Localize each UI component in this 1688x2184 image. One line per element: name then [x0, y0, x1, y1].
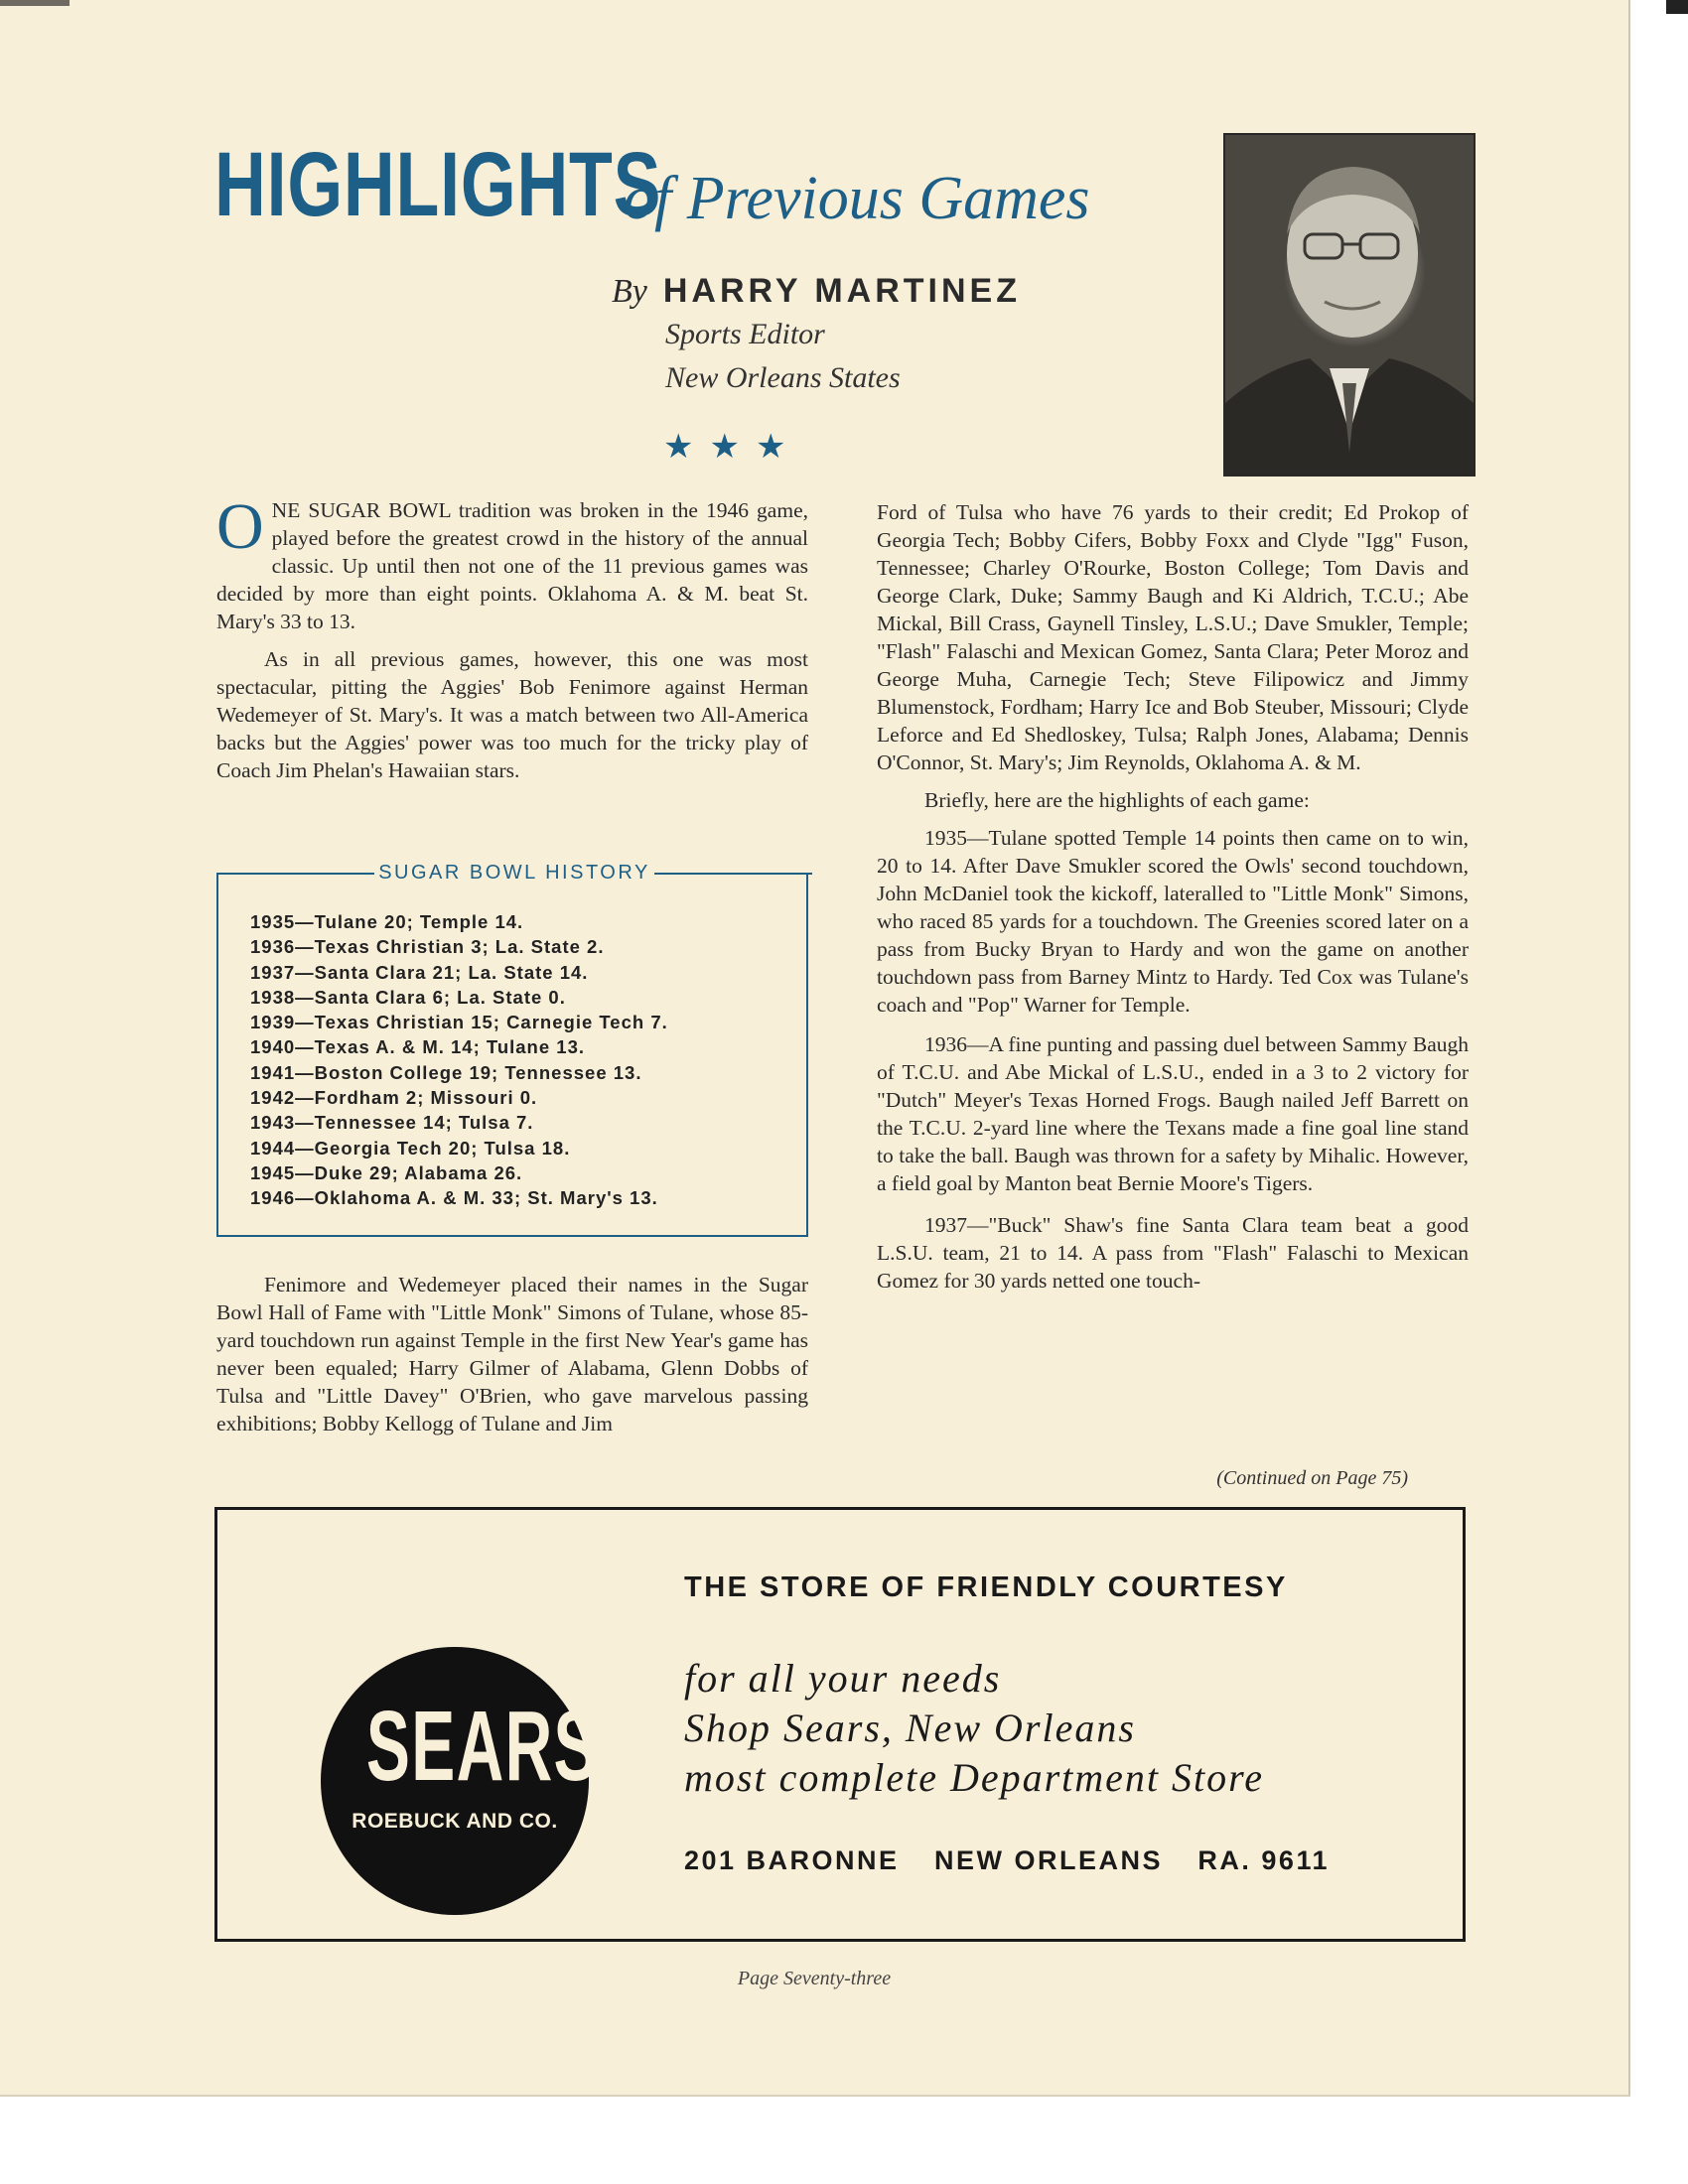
history-item: 1935—Tulane 20; Temple 14. [250, 911, 524, 932]
byline-by: By [612, 273, 647, 310]
history-item: 1939—Texas Christian 15; Carnegie Tech 7. [250, 1012, 668, 1033]
drop-cap: O [216, 490, 264, 563]
article-subtitle: of Previous Games [624, 165, 1090, 232]
history-item: 1938—Santa Clara 6; La. State 0. [250, 986, 566, 1008]
history-item: 1941—Boston College 19; Tennessee 13. [250, 1061, 642, 1083]
article-paragraph: Briefly, here are the highlights of each game: [924, 788, 1310, 812]
logo-name: SEARS [365, 1691, 599, 1802]
sugar-bowl-history-box [216, 862, 808, 1237]
history-item: 1944—Georgia Tech 20; Tulsa 18. [250, 1137, 571, 1159]
stars-ornament: ★★★ [663, 429, 802, 466]
article-right-column [877, 498, 1469, 1295]
ad-tagline-3: most complete Department Store [684, 1755, 1264, 1800]
ad-tagline-2: Shop Sears, New Orleans [684, 1706, 1136, 1750]
history-item: 1946—Oklahoma A. & M. 33; St. Mary's 13. [250, 1187, 658, 1209]
author-photo [1223, 133, 1476, 477]
article-title: HIGHLIGHTS [214, 134, 662, 235]
article-paragraph: Ford of Tulsa who have 76 yards to their credit; Ed Prokop of Georgia Tech; Bobby Cifers, Bobby Foxx and Clyde "Igg" Fuson, Tennessee; Charley O'Rourke, Boston College; Tom Davis and George Clark, Duke; Sammy Baugh and Ki Aldrich, T.C.U.; Abe Mickal, Bill Crass, Gaynell Tinsley, L.S.U.; Dave Smukler, Temple; "Flash" Falaschi and Mexican Gomez, Santa Clara; Peter Moroz and George Muha, Carnegie Tech; Steve Filipowicz and Jimmy Blumenstock, Fordham; Harry Ice and Bob Steuber, Missouri; Clyde Leforce and Ed Shedloskey, Tulsa; Ralph Jones, Alabama; Dennis O'Connor, St. Mary's; Jim Reynolds, Oklahoma A. & M. [877, 500, 1469, 774]
history-heading [216, 862, 812, 885]
scan-edge-strip [0, 0, 70, 6]
sears-advertisement [214, 1507, 1466, 1942]
ad-tagline-1: for all your needs [684, 1656, 1002, 1701]
author-paper: New Orleans States [665, 361, 901, 394]
history-item: 1940—Texas A. & M. 14; Tulane 13. [250, 1036, 586, 1058]
history-item: 1943—Tennessee 14; Tulsa 7. [250, 1112, 534, 1134]
ad-address: 201 BARONNE [684, 1845, 900, 1875]
article-left-column-bottom [216, 1271, 808, 1437]
history-heading-text: SUGAR BOWL HISTORY [374, 862, 654, 885]
ad-city: NEW ORLEANS [933, 1845, 1163, 1875]
ad-phone: RA. 9611 [1197, 1845, 1330, 1875]
history-item: 1942—Fordham 2; Missouri 0. [250, 1087, 538, 1109]
page-number: Page Seventy-three [737, 1968, 892, 1989]
ad-heading: THE STORE OF FRIENDLY COURTESY [684, 1571, 1288, 1603]
article-paragraph: 1935—Tulane spotted Temple 14 points then came on to win, 20 to 14. After Dave Smukler scored the Owls' second touchdown, John McDaniel took the kickoff, lateralled to "Little Monk" Simons, who raced 85 yards for a touchdown. The Greenies scored later on a pass from Bucky Bryan to Hardy and won the game on another touchdown pass from Barney Mintz to Hardy. Ted Cox was Tulane's coach and "Pop" Warner for Temple. [877, 826, 1469, 1017]
article-left-column-top [216, 490, 808, 784]
article-paragraph: Fenimore and Wedemeyer placed their names in the Sugar Bowl Hall of Fame with "Little Monk" Simons of Tulane, whose 85-yard touchdown run against Temple in the first New Year's game has never been equaled; Harry Gilmer of Alabama, Glenn Dobbs of Tulsa and "Little Davey" O'Brien, who gave marvelous passing exhibitions; Bobby Kellogg of Tulane and Jim [216, 1273, 808, 1435]
sears-logo [321, 1647, 599, 1915]
logo-subtitle: ROEBUCK AND CO. [352, 1810, 558, 1833]
ad-contact-line [684, 1845, 1330, 1876]
history-item: 1936—Texas Christian 3; La. State 2. [250, 936, 605, 958]
article-paragraph [216, 490, 808, 635]
author-role: Sports Editor [665, 318, 825, 350]
continued-note: (Continued on Page 75) [1216, 1467, 1408, 1489]
paragraph-text: NE SUGAR BOWL tradition was broken in the 1946 game, played before the greatest crowd in the history of the annual classic. Up until then not one of the 11 previous games was decided by more than eight points. Oklahoma A. & M. beat St. Mary's 33 to 13. [216, 498, 808, 633]
history-list [250, 909, 668, 1211]
byline [612, 272, 1021, 311]
article-paragraph: 1937—"Buck" Shaw's fine Santa Clara team beat a good L.S.U. team, 21 to 14. A pass from "Flash" Falaschi to Mexican Gomez for 30 yards netted one touch- [877, 1213, 1469, 1293]
article-paragraph: As in all previous games, however, this one was most spectacular, pitting the Aggies' Bob Fenimore against Herman Wedemeyer of St. Mary's. It was a match between two All-America backs but the Aggies' power was too much for the tricky play of Coach Jim Phelan's Hawaiian stars. [216, 647, 808, 782]
history-item: 1945—Duke 29; Alabama 26. [250, 1161, 523, 1183]
history-item: 1937—Santa Clara 21; La. State 14. [250, 961, 589, 983]
article-paragraph: 1936—A fine punting and passing duel between Sammy Baugh of T.C.U. and Abe Mickal of L.S.U., ended in a 3 to 2 victory for "Dutch" Meyer's Texas Horned Frogs. Baugh nailed Jeff Barrett on the T.C.U. 2-yard line where the Texans made a fine goal line stand to take the ball. Baugh was thrown for a safety by Mihalic. However, a field goal by Manton beat Bernie Moore's Tigers. [877, 1032, 1469, 1195]
author-name: HARRY MARTINEZ [662, 272, 1021, 310]
scan-margin [1630, 0, 1688, 2184]
